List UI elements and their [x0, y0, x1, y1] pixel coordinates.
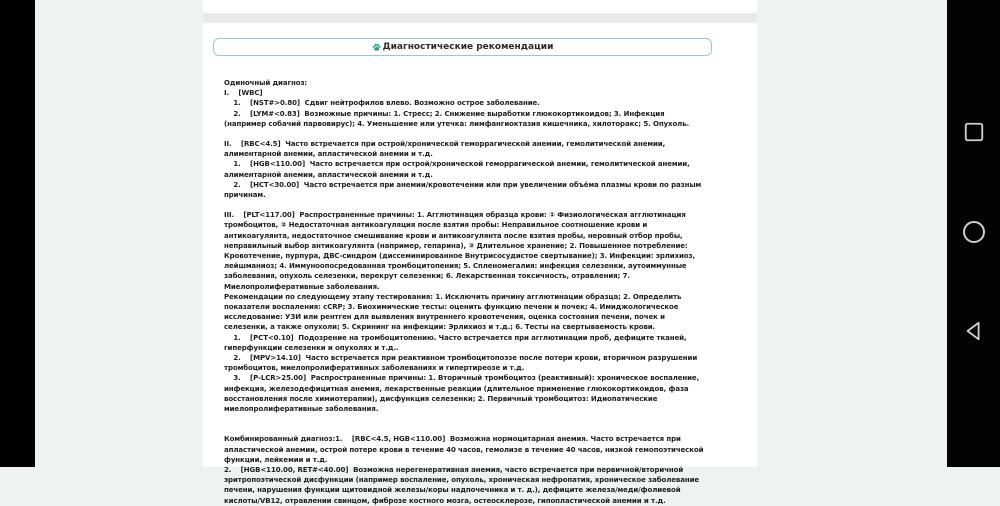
doc-paragraph: 1. [PCT<0.10] Подозрение на тромбоцитопению. Часто встречается при агглютинации проб, дефиците тканей, гиперфункции селезенки и опухолях и т.д.. — [224, 333, 689, 352]
home-button[interactable] — [947, 210, 1000, 254]
doc-paragraph: 3. [P-LCR>25.00] Распространенные причины: 1. Вторичный тромбоцитоз (реактивный): хроническое воспаление, инфекция, железодефицитная анемия, лекарственные реакции (длительное применение глюкокортикоидов, фаза восстановления после химиотерапии), дисфункция селезенки; 2. Первичный тромбоцитоз: Идиопатические миелопролиферативные заболевания. — [224, 374, 702, 414]
doc-paragraph: 2. [MPV>14.10] Часто встречается при реактивном тромбоцитопоэзе после потери крови, вторичном разрушении тромбоцитов, миелопролиферативных заболеваниях и гипертиреозе и т.д. — [224, 354, 700, 373]
document-page — [203, 23, 757, 505]
document-body — [224, 78, 706, 506]
doc-paragraph: 2. [HCT<30.00] Часто встречается при анемии/кровотечении или при увеличении объёма плазмы крови по разным причинам. — [224, 180, 704, 200]
doc-paragraph: Одиночный диагноз: — [224, 79, 308, 87]
page-title: Диагностические рекомендации — [382, 42, 554, 52]
recents-button[interactable] — [947, 110, 1000, 154]
page-gap — [203, 13, 757, 23]
doc-paragraph: Комбинированный диагноз:1. [RBC<4.5, HGB<110.00] Возможна нормоцитарная анемия. Часто встречается при апластической анемии, острой потере крови в течение 40 часов, гемолизе в течение 40 часов, низкой гемопоэтической функции, лейкемии и т.д. — [224, 435, 706, 464]
home-circle-icon — [962, 220, 986, 244]
left-letterbox — [0, 0, 35, 467]
doc-paragraph: 1. [NST#>0.80] Сдвиг нейтрофилов влево. Возможно острое заболевание. — [224, 99, 540, 108]
doc-paragraph: II. [RBC<4.5] Часто встречается при острой/хронической геморрагической анемии, гемолитической анемии, алиментарной анемии, апластической анемии и т.д. — [224, 140, 668, 159]
android-navbar — [947, 0, 1000, 467]
doc-paragraph — [224, 129, 706, 139]
doc-paragraph — [224, 424, 706, 434]
document-viewer[interactable] — [35, 0, 947, 505]
recommendations-title-box — [213, 38, 712, 56]
doc-paragraph — [224, 414, 706, 424]
back-button[interactable] — [947, 309, 1000, 353]
paw-icon — [372, 43, 381, 52]
doc-paragraph: I. [WBC] — [224, 89, 263, 98]
doc-paragraph: Рекомендации по следующему этапу тестирования: 1. Исключить причину агглютинации образца; 2. Определить показатели воспаления: cCRP; 3. Биохимические тесты: оценить функцию печени и почек; 4. Имиджологическое исследование: УЗИ или рентген для выявления внутреннего кровотечения, оценка состояния печени, почек и селезенки, а также опухоли; 5. Скрининг на инфекции: Эрлихиоз и т.д.; 6. Тесты на свертываемость крови. — [224, 292, 684, 332]
back-triangle-icon — [963, 320, 985, 342]
doc-paragraph: 2. [LYM#<0.83] Возможные причины: 1. Стресс; 2. Снижение выработки глюкокортикоидов; 3. Инфекция (например собачий парвовирус); 4. Уменьшение или утечка: лимфангиоктазия кишечника, хилоторакс; 5. Опухоль. — [224, 109, 690, 128]
doc-paragraph: 1. [HGB<110.00] Часто встречается при острой/хронической геморрагической анемии, гемолитической анемии, алиментарной анемии, апластической анемии и т.д. — [224, 160, 692, 179]
doc-paragraph: III. [PLT<117.00] Распространенные причины: 1. Агглютинация образца крови: ① Физиологическая агглютинация тромбоцитов, ② Недостаточная антикоагуляция после взятия пробы: Неправильное соотношение крови и антикоагулянта, недостаточное смешивание крови и антикоагулянта после взятия пробы, неровный отбор пробы, неправильный выбор антикоагулянта (например, гепарина), ③ Длительное хранение; 2. Повышенное потребление: Кровотечение, пурпура, ДВС-синдром (диссеминированное Внутрисосудистое свертывание); 3. Инфекции: эрлихиоз, лейшманиоз; 4. Иммуноопосредованная тромбоцитопения; 5. Спленомегалия: инфекция селезенки, аутоиммунные заболевания, опухоль селезенки, перекрут селезенки; 6. Лекарственная токсичность, отравления; 7. Миелопролиферативные заболевания. — [224, 211, 698, 291]
doc-paragraph — [224, 200, 706, 210]
previous-page-edge — [203, 0, 757, 13]
recents-square-icon — [963, 121, 985, 143]
doc-paragraph: 2. [HGB<110.00, RET#<40.00] Возможна нерегенеративная анемия, часто встречается при первичной/вторичной эритропоэтической дисфункции (например воспаление, опухоль, хроническая нефропатия, хроническое заболевание печени, нарушения функции щитовидной железы/коры надпочечника и т. д.), дефиците железа/меди/фолиевой кислоты/VB12, отравлении свинцом, фиброзе костного мозга, остеосклерозе, гипопластической анемии и т.д. — [224, 465, 702, 505]
